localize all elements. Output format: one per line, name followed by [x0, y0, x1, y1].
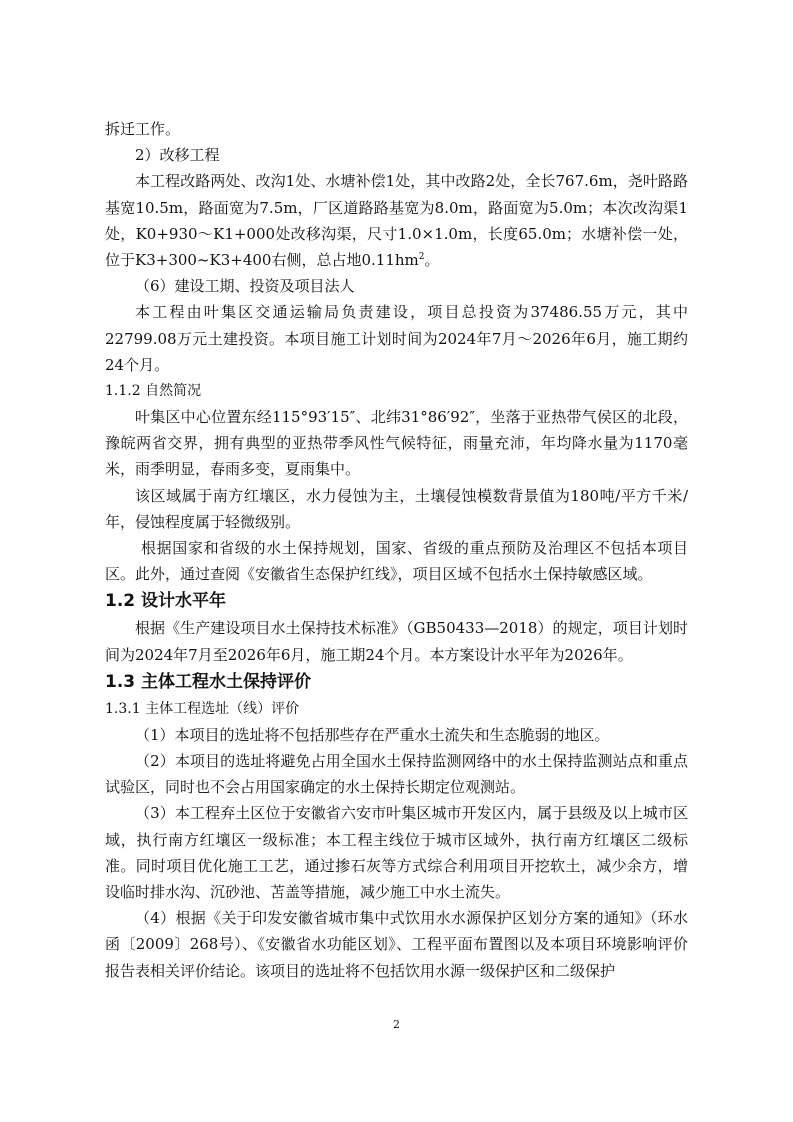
heading-1-3-1: 1.3.1 主体工程选址（线）评价 [105, 700, 300, 717]
paragraph-site-2: （2）本项目的选址将避免占用全国水土保持监测网络中的水土保持监测站点和重点试验区，同时也不会占用国家确定的水土保持长期定位观测站。 [105, 752, 688, 797]
paragraph-site-4: （4）根据《关于印发安徽省城市集中式饮用水水源保护区划分方案的通知》（环水函〔2009〕268号）、《安徽省水功能区划》、工程平面布置图以及本项目环境影响评价报告表相关评价结论。该项目的选址将不包括饮用水源一级保护区和二级保护 [105, 909, 688, 980]
paragraph-design-year: 根据《生产建设项目水土保持技术标准》（GB50433—2018）的规定，项目计划时间为2024年7月至2026年6月，施工期24个月。本方案设计水平年为2026年。 [105, 619, 688, 664]
heading-1-3: 1.3 主体工程水土保持评价 [105, 671, 312, 692]
relocation-text: 本工程改路两处、改沟1处、水塘补偿1处，其中改路2处，全长767.6m，尧叶路路基宽10.5m，路面宽为7.5m，厂区道路路基宽为8.0m，路面宽为5.0m；本次改沟渠1处，K0+930～K1+000处改移沟渠，尺寸1.0×1.0m，长度65.0m；水塘补偿一处，位于K3+300~K3+400右侧，总占地0.11hm [105, 172, 688, 270]
page-number: 2 [393, 1018, 400, 1031]
paragraph-natural-2: 该区域属于南方红壤区，水力侵蚀为主，土壤侵蚀模数背景值为180吨/平方千米/年，侵蚀程度属于轻微级别。 [105, 486, 688, 531]
subsection-title-schedule: （6）建设工期、投资及项目法人 [135, 277, 355, 296]
paragraph-investment: 本工程由叶集区交通运输局负责建设，项目总投资为37486.55万元，其中22799.08万元土建投资。本项目施工计划时间为2024年7月～2026年6月，施工期约24个月。 [105, 303, 688, 374]
paragraph-site-1: （1）本项目的选址将不包括那些存在严重水土流失和生态脆弱的地区。 [135, 725, 610, 744]
paragraph-natural-1: 叶集区中心位置东经115°93′15″、北纬31°86′92″，坐落于亚热带气侯区的北段，豫皖两省交界，拥有典型的亚热带季风性气候特征，雨量充沛，年均降水量为1170毫米，雨季明显，春雨多变，夏雨集中。 [105, 408, 688, 479]
heading-1-2: 1.2 设计水平年 [105, 591, 227, 612]
paragraph-natural-3: 根据国家和省级的水土保持规划，国家、省级的重点预防及治理区不包括本项目区。此外，通过查阅《安徽省生态保护红线》，项目区域不包括水土保持敏感区域。 [105, 539, 688, 584]
superscript-2: 2 [418, 252, 425, 263]
relocation-text-end: 。 [424, 251, 440, 270]
paragraph-site-3: （3）本工程弃土区位于安徽省六安市叶集区城市开发区内，属于县级及以上城市区域，执行南方红壤区一级标准；本工程主线位于城市区域外，执行南方红壤区二级标准。同时项目优化施工工艺，通过掺石灰等方式综合利用项目开挖软土，减少余方，增设临时排水沟、沉砂池、苫盖等措施，减少施工中水土流失。 [105, 804, 688, 902]
subsection-title-relocation: 2）改移工程 [135, 146, 220, 165]
paragraph-relocation-works [105, 168, 688, 273]
heading-1-1-2: 1.1.2 自然简况 [105, 383, 202, 400]
paragraph-continuation: 拆迁工作。 [105, 120, 181, 138]
body-text [105, 116, 688, 984]
